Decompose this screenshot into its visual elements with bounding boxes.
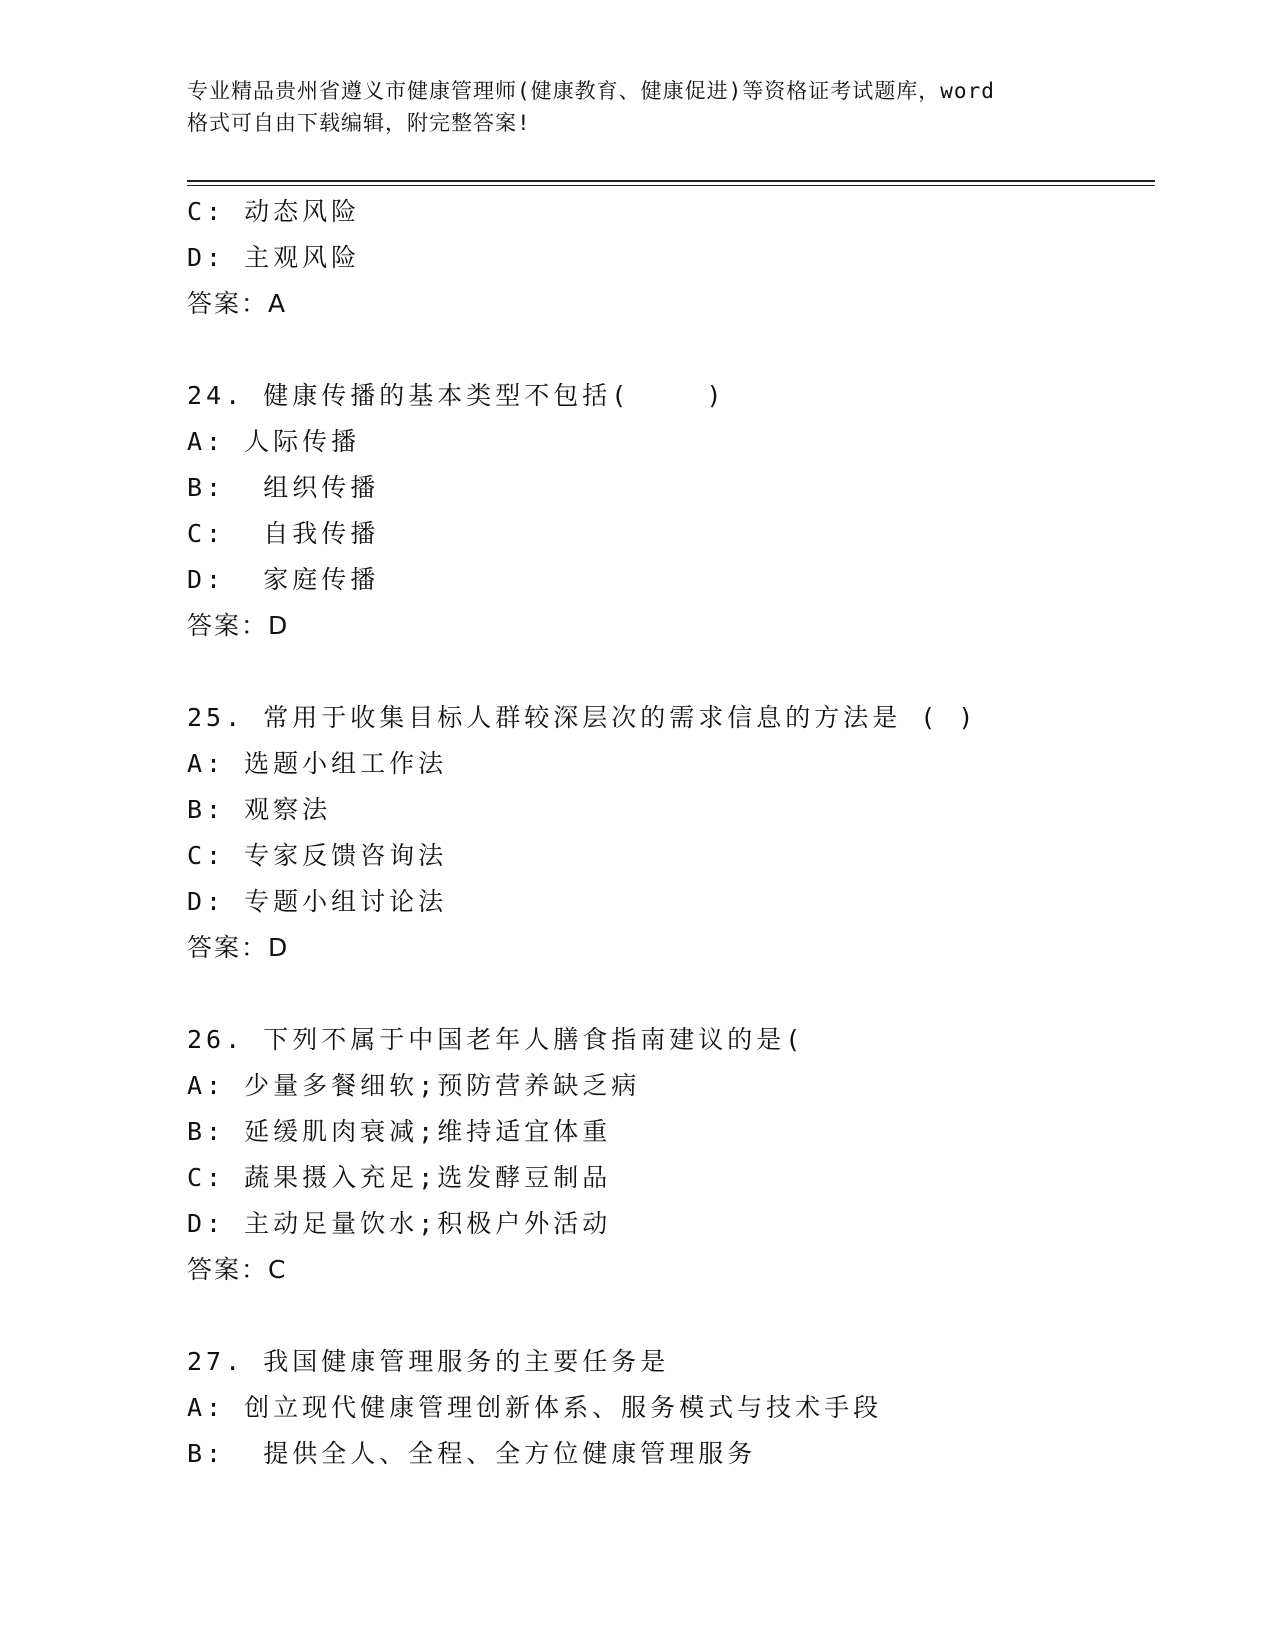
spacer — [187, 1293, 1155, 1339]
option-c: C: 动态风险 — [187, 197, 361, 226]
option-a: A: 人际传播 — [187, 427, 361, 456]
question-23-tail — [187, 189, 1155, 327]
question-25 — [187, 695, 1155, 971]
option-b: B: 组织传播 — [187, 473, 380, 502]
option-c: C: 蔬果摄入充足;选发酵豆制品 — [187, 1163, 612, 1192]
question-stem: 24. 健康传播的基本类型不包括( ) — [187, 381, 726, 410]
answer: 答案：D — [187, 611, 290, 640]
spacer — [187, 327, 1155, 373]
header-divider-thick — [187, 180, 1155, 182]
header-divider-thin — [187, 185, 1155, 186]
option-b: B: 观察法 — [187, 795, 332, 824]
question-stem: 27. 我国健康管理服务的主要任务是 — [187, 1347, 670, 1376]
spacer — [187, 971, 1155, 1017]
question-list — [187, 189, 1155, 1477]
question-stem: 25. 常用于收集目标人群较深层次的需求信息的方法是 ( ) — [187, 703, 978, 732]
option-d: D: 主动足量饮水;积极户外活动 — [187, 1209, 612, 1238]
option-d: D: 专题小组讨论法 — [187, 887, 448, 916]
page-header — [187, 75, 1087, 139]
option-c: C: 专家反馈咨询法 — [187, 841, 448, 870]
option-a: A: 少量多餐细软;预防营养缺乏病 — [187, 1071, 641, 1100]
answer: 答案：D — [187, 933, 290, 962]
question-26 — [187, 1017, 1155, 1293]
option-b: B: 延缓肌肉衰减;维持适宜体重 — [187, 1117, 612, 1146]
question-27 — [187, 1339, 1155, 1477]
question-24 — [187, 373, 1155, 649]
option-d: D: 主观风险 — [187, 243, 361, 272]
option-d: D: 家庭传播 — [187, 565, 380, 594]
option-c: C: 自我传播 — [187, 519, 380, 548]
option-a: A: 创立现代健康管理创新体系、服务模式与技术手段 — [187, 1393, 883, 1422]
answer: 答案：A — [187, 289, 288, 318]
header-line-1: 专业精品贵州省遵义市健康管理师(健康教育、健康促进)等资格证考试题库，word — [187, 79, 995, 103]
option-a: A: 选题小组工作法 — [187, 749, 448, 778]
option-b: B: 提供全人、全程、全方位健康管理服务 — [187, 1439, 757, 1468]
answer: 答案：C — [187, 1255, 288, 1284]
spacer — [187, 649, 1155, 695]
header-line-2: 格式可自由下载编辑，附完整答案! — [187, 111, 531, 135]
question-stem: 26. 下列不属于中国老年人膳食指南建议的是( — [187, 1025, 805, 1054]
